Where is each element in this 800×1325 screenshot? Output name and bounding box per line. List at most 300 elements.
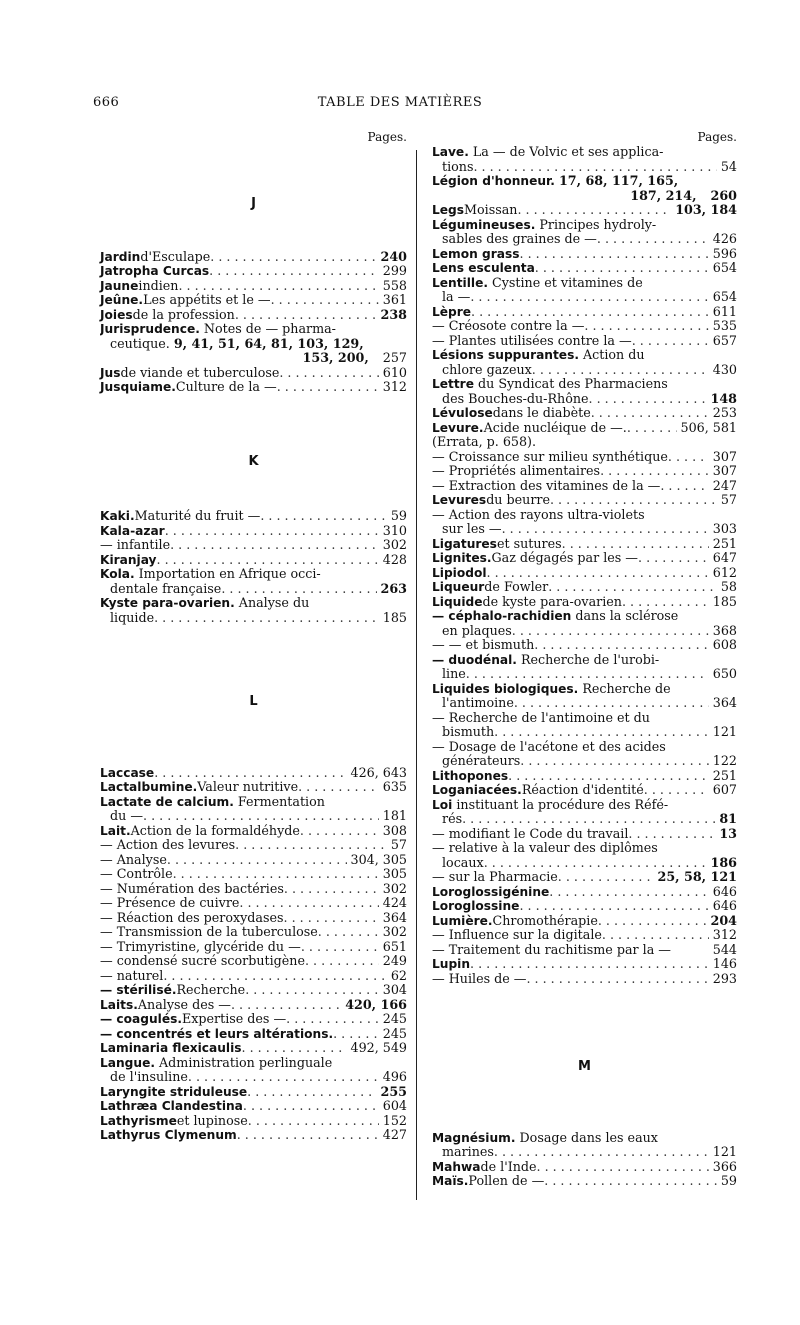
entry-text: Culture de la — <box>175 379 277 394</box>
entry-keyword: — Analyse <box>100 851 167 867</box>
entry-page: 204 <box>710 912 737 928</box>
leader-dots <box>644 783 709 798</box>
leader-dots <box>548 580 717 595</box>
index-entry <box>432 261 737 276</box>
entry-line <box>432 406 737 421</box>
entry-keyword: Jusquiame. <box>100 380 176 394</box>
leader-dots <box>188 1070 379 1085</box>
entry-text: Recherche de l'urobi- <box>516 652 660 667</box>
entry-keyword: — modifiant le Code du travail <box>432 825 629 841</box>
leader-dots <box>286 1012 379 1027</box>
entry-keyword: Jeûne. <box>100 293 144 307</box>
leader-dots <box>512 624 709 639</box>
entry-continuation-text: des Bouches-du-Rhône <box>442 390 589 406</box>
entry-keyword: Lipiodol <box>432 565 487 580</box>
index-entry <box>100 925 407 940</box>
index-entry <box>432 740 737 769</box>
entry-continuation-text: la — <box>442 289 471 304</box>
entry-keyword: — Recherche de l'antimoine et du <box>432 710 650 725</box>
entry-continuation-text: ceutique. <box>110 336 174 351</box>
entry-line <box>100 867 407 882</box>
index-entry <box>100 366 407 381</box>
entry-page: 506, 581 <box>680 419 737 435</box>
entry-line <box>100 795 407 810</box>
entry-line <box>100 1027 407 1042</box>
leader-dots <box>602 928 709 943</box>
entry-line <box>100 279 407 294</box>
entry-continuation <box>432 189 737 204</box>
entry-page: 635 <box>382 779 407 794</box>
leader-dots <box>502 522 709 537</box>
index-entry <box>432 319 737 334</box>
leader-dots <box>519 899 708 914</box>
entry-keyword: Lithopones <box>432 768 509 783</box>
entry-page: 245 <box>382 1025 407 1041</box>
section-letter-K: K <box>248 453 259 469</box>
entry-continuation <box>432 232 737 247</box>
entry-text: et lupinose <box>176 1112 248 1128</box>
entry-continuation-text: marines <box>442 1144 494 1159</box>
index-entry <box>100 524 407 539</box>
entry-line <box>432 247 737 262</box>
leader-dots <box>237 1128 379 1143</box>
leader-dots <box>514 696 709 711</box>
entry-keyword: Lupin <box>432 957 471 971</box>
entry-page: 303 <box>712 521 737 536</box>
entry-text: Recherche de <box>578 681 671 696</box>
entry-continuation <box>432 624 737 639</box>
index-entry <box>432 899 737 914</box>
leader-dots <box>243 1099 379 1114</box>
entry-keyword: — Trimyristine, glycéride du — <box>100 938 301 954</box>
entry-line <box>100 264 407 279</box>
index-entry <box>432 914 737 929</box>
leader-dots <box>520 247 709 262</box>
entry-page: 121 <box>712 724 737 739</box>
entry-text: de Fowler <box>484 579 549 594</box>
entry-line <box>432 276 737 291</box>
index-entry <box>100 780 407 795</box>
entry-keyword: — Transmission de la tuberculose <box>100 924 318 939</box>
entry-line <box>432 551 737 566</box>
leader-dots <box>591 406 709 421</box>
leader-dots <box>487 566 709 581</box>
leader-dots <box>562 537 709 552</box>
entry-continuation <box>100 809 407 824</box>
entry-line <box>100 766 407 781</box>
leader-dots <box>473 160 716 175</box>
entry-page: 657 <box>712 332 737 348</box>
entry-line <box>432 609 737 624</box>
entry-page: 302 <box>382 880 407 896</box>
entry-page: 299 <box>382 263 407 278</box>
entry-keyword: Laryngite striduleuse <box>100 1084 248 1099</box>
entry-page: 611 <box>712 303 737 319</box>
leader-dots <box>284 911 379 926</box>
entry-continuation <box>432 725 737 740</box>
entry-page: 646 <box>712 883 737 899</box>
leader-dots <box>526 972 708 987</box>
entry-text: du Syndicat des Pharmaciens <box>473 377 668 391</box>
entry-text: Gaz dégagés par les — <box>491 550 638 565</box>
entry-continuation-text: de l'insuline <box>110 1069 188 1084</box>
entry-continuation <box>100 351 407 366</box>
leader-dots <box>508 769 709 784</box>
index-entry <box>100 911 407 926</box>
entry-page: 251 <box>712 767 737 783</box>
entry-page: 185 <box>382 609 407 625</box>
entry-page: 368 <box>712 622 737 638</box>
entry-keyword: Kyste para-ovarien. <box>100 596 235 610</box>
leader-dots <box>247 1085 376 1100</box>
entry-continuation <box>100 337 407 352</box>
entry-keyword: Lignites. <box>432 551 492 565</box>
leader-dots <box>494 1145 709 1160</box>
entry-page: 364 <box>712 695 737 710</box>
entry-page: 293 <box>712 970 737 986</box>
leader-dots <box>170 538 379 553</box>
index-entry <box>100 1012 407 1027</box>
column-divider <box>416 150 417 1200</box>
entry-continuation-text: tions <box>442 158 474 174</box>
entry-continuation <box>432 1145 737 1160</box>
index-entry <box>100 838 407 853</box>
index-entry <box>432 1174 737 1189</box>
entry-page: 535 <box>712 318 737 333</box>
leader-dots <box>154 766 346 781</box>
entry-keyword: Lens esculenta <box>432 261 535 275</box>
index-entry <box>432 247 737 262</box>
leader-dots <box>632 334 709 349</box>
entry-page: 251 <box>712 535 737 551</box>
index-entry <box>432 450 737 465</box>
entry-page: 260 <box>710 187 737 203</box>
index-entry <box>100 940 407 955</box>
entry-line <box>432 334 737 349</box>
entry-continuation-text: en plaques <box>442 622 512 638</box>
entry-line <box>432 798 737 813</box>
entry-keyword: — Propriétés alimentaires <box>432 463 601 478</box>
entry-keyword: Levure. <box>432 420 484 435</box>
entry-page: 13 <box>719 825 737 841</box>
entry-line <box>100 969 407 984</box>
page-number: 666 <box>93 95 120 110</box>
entry-page: 146 <box>712 956 737 971</box>
entry-continuation <box>100 582 407 597</box>
leader-dots <box>305 954 379 969</box>
index-entry <box>100 1114 407 1129</box>
entry-continuation <box>100 1070 407 1085</box>
entry-text: indien <box>138 277 179 293</box>
entry-page: 651 <box>382 938 407 954</box>
index-entry <box>432 841 737 870</box>
entry-page: 302 <box>382 537 407 552</box>
entry-page-list: 187, 214, <box>630 187 697 203</box>
leader-dots <box>471 305 709 320</box>
entry-page: 57 <box>390 837 407 852</box>
entry-page: 646 <box>712 898 737 913</box>
leader-dots <box>301 940 379 955</box>
entry-page: 304, 305 <box>350 851 407 867</box>
index-entry <box>100 380 407 395</box>
leader-dots <box>318 925 379 940</box>
index-entry <box>432 377 737 406</box>
entry-line <box>100 250 407 265</box>
entry-keyword: Laits. <box>100 997 138 1012</box>
entry-page: 610 <box>382 364 407 380</box>
leader-dots <box>520 754 708 769</box>
entry-page: 25, 58, 121 <box>657 869 737 884</box>
entry-line <box>432 653 737 668</box>
entry-page: 420, 166 <box>345 996 407 1012</box>
entry-page: 307 <box>712 463 737 478</box>
entry-text: Chromothérapie <box>492 912 598 928</box>
entry-line <box>100 308 407 323</box>
entry-line <box>100 1012 407 1027</box>
entry-keyword: — stérilisé. <box>100 983 177 997</box>
entry-keyword: — Plantes utilisées contre la — <box>432 332 632 348</box>
entry-keyword: Kala-azar <box>100 523 165 538</box>
leader-dots <box>589 392 707 407</box>
entry-line <box>100 567 407 582</box>
entry-keyword: Loroglossine <box>432 899 520 913</box>
leader-dots <box>584 319 708 334</box>
leader-dots <box>627 421 677 436</box>
entry-page: 257 <box>382 350 407 365</box>
entry-keyword: Liquides biologiques. <box>432 681 579 696</box>
entry-page: 247 <box>712 477 737 493</box>
entry-keyword: — concentrés et leurs altérations. <box>100 1026 334 1041</box>
entry-line <box>100 896 407 911</box>
entry-page: 312 <box>382 379 407 394</box>
entry-keyword: — Créosote contre la — <box>432 318 585 333</box>
leader-dots <box>534 638 709 653</box>
entry-page: 304 <box>382 982 407 997</box>
entry-keyword: — Numération des bactéries <box>100 880 284 896</box>
entry-line <box>100 1056 407 1071</box>
entry-continuation <box>432 290 737 305</box>
entry-keyword: Lentille. <box>432 275 488 290</box>
entry-keyword: — Contrôle <box>100 866 173 881</box>
entry-keyword: Loganiacées. <box>432 783 522 797</box>
leader-dots <box>210 250 376 265</box>
leader-dots <box>239 896 378 911</box>
leader-dots <box>157 553 379 568</box>
entry-continuation-text: locaux <box>442 854 484 870</box>
entry-line <box>432 914 737 929</box>
leader-dots <box>260 509 387 524</box>
leader-dots <box>298 780 379 795</box>
entry-line <box>100 293 407 308</box>
entry-line <box>432 943 737 958</box>
entry-continuation-text: sables des graines de — <box>442 231 597 246</box>
index-entry <box>432 174 737 203</box>
entry-continuation-text: chlore gazeux <box>442 361 532 377</box>
entry-page: 54 <box>720 158 737 174</box>
leader-dots <box>235 308 377 323</box>
entry-keyword: Jus <box>100 365 121 380</box>
entry-text: de l'Inde <box>480 1158 537 1174</box>
leader-dots <box>245 983 379 998</box>
entry-page: 558 <box>382 277 407 293</box>
entry-continuation-text: générateurs <box>442 753 521 768</box>
index-entry <box>432 957 737 972</box>
leader-dots <box>544 1174 717 1189</box>
entry-line <box>432 638 737 653</box>
entry-keyword: — Traitement du rachitisme par la — <box>432 941 671 957</box>
index-entry <box>100 1085 407 1100</box>
entry-page: 596 <box>712 245 737 261</box>
entry-page: 59 <box>390 508 407 523</box>
entry-keyword: Légumineuses. <box>432 217 536 232</box>
entry-page-list: 17, 68, 117, 165, <box>558 174 679 188</box>
leader-dots <box>167 853 347 868</box>
entry-keyword: — céphalo-rachidien <box>432 609 572 623</box>
entry-line <box>432 508 737 523</box>
entry-keyword: Mahwa <box>432 1159 481 1174</box>
entry-line <box>432 711 737 726</box>
leader-dots <box>470 290 708 305</box>
entry-continuation-text: dentale française <box>110 580 222 596</box>
entry-line <box>432 769 737 784</box>
leader-dots <box>549 885 709 900</box>
entry-keyword: Lumière. <box>432 913 493 928</box>
entry-line <box>100 882 407 897</box>
leader-dots <box>300 824 379 839</box>
entry-page: 249 <box>382 953 407 968</box>
entry-keyword: Liquide <box>432 594 483 609</box>
entry-line <box>432 1174 737 1189</box>
leader-dots <box>143 809 379 824</box>
entry-keyword: Lésions suppurantes. <box>432 348 579 362</box>
entry-page: 121 <box>712 1144 737 1159</box>
entry-keyword: Kiranjay <box>100 552 157 567</box>
entry-keyword: Loroglossigénine <box>432 884 550 899</box>
entry-line <box>432 841 737 856</box>
entry-line <box>432 957 737 972</box>
index-entry <box>432 464 737 479</box>
entry-page: 650 <box>712 666 737 681</box>
entry-page: 152 <box>382 1112 407 1128</box>
leader-dots <box>668 450 709 465</box>
page-title: TABLE DES MATIÈRES <box>317 95 483 110</box>
entry-keyword: Lactalbumine. <box>100 780 198 794</box>
entry-keyword: — Huiles de — <box>432 970 527 986</box>
entry-keyword: — condensé sucré scorbutigène <box>100 953 305 968</box>
entry-continuation <box>432 522 737 537</box>
index-entry <box>100 983 407 998</box>
entry-page: 103, 184 <box>675 202 737 217</box>
entry-keyword: Legs <box>432 203 465 217</box>
entry-continuation-text: rés <box>442 811 463 826</box>
entry-page: 654 <box>712 260 737 275</box>
entry-line <box>432 580 737 595</box>
index-entry <box>100 322 407 366</box>
entry-keyword: Kaki. <box>100 509 135 523</box>
entry-text: Cystine et vitamines de <box>487 275 643 290</box>
entry-text: dans le diabète <box>492 405 591 420</box>
index-entry <box>432 566 737 581</box>
entry-line <box>432 218 737 233</box>
entry-keyword: Loi <box>432 797 453 812</box>
entry-keyword: — Extraction des vitamines de la — <box>432 477 661 493</box>
entry-text: de viande et tuberculose <box>120 364 280 380</box>
index-entry <box>100 1128 407 1143</box>
entry-line <box>100 1114 407 1129</box>
page-header <box>0 95 800 115</box>
entry-keyword: — — et bismuth <box>432 637 535 652</box>
index-entry <box>432 580 737 595</box>
leader-dots <box>333 1027 379 1042</box>
entry-line <box>432 435 737 450</box>
entry-text: de la profession <box>132 306 235 322</box>
leader-dots <box>537 1160 709 1175</box>
index-entry <box>432 537 737 552</box>
entry-text: Dosage dans les eaux <box>515 1130 658 1145</box>
entry-line <box>432 305 737 320</box>
entry-keyword: Lathyrus Clymenum <box>100 1128 237 1142</box>
entry-keyword: — Action des levures <box>100 837 236 852</box>
entry-page: 430 <box>712 361 737 377</box>
entry-line <box>100 838 407 853</box>
entry-keyword: Lactate de calcium. <box>100 794 234 809</box>
entry-page: 81 <box>719 811 737 826</box>
entry-page-list: 153, 200, <box>302 350 369 365</box>
entry-line <box>100 366 407 381</box>
entry-page: 238 <box>380 306 407 322</box>
entry-keyword: Langue. <box>100 1055 155 1070</box>
entry-line <box>100 509 407 524</box>
entry-line <box>432 421 737 436</box>
entry-line <box>100 322 407 337</box>
entry-text: d'Esculape <box>140 248 211 264</box>
index-entry <box>432 870 737 885</box>
entry-text: La — de Volvic et ses applica- <box>468 145 664 159</box>
leader-dots <box>279 366 378 381</box>
entry-page: 607 <box>712 782 737 797</box>
entry-page: 263 <box>380 580 407 596</box>
leader-dots <box>277 380 379 395</box>
entry-keyword: — Influence sur la digitale <box>432 927 602 942</box>
index-entry <box>432 827 737 842</box>
entry-continuation-text: line <box>442 666 466 681</box>
leader-dots <box>638 551 709 566</box>
entry-line <box>100 553 407 568</box>
entry-keyword: — Réaction des peroxydases <box>100 909 284 925</box>
index-entry <box>432 943 737 958</box>
leader-dots <box>209 264 379 279</box>
index-entry <box>432 218 737 247</box>
entry-keyword: — naturel <box>100 967 164 983</box>
entry-page: 122 <box>712 753 737 768</box>
entry-line <box>100 954 407 969</box>
leader-dots <box>165 524 379 539</box>
entry-keyword: Ligatures <box>432 536 497 551</box>
entry-keyword: Lait. <box>100 823 131 838</box>
index-entry <box>100 896 407 911</box>
leader-dots <box>628 827 715 842</box>
entry-line <box>432 827 737 842</box>
entry-line <box>432 899 737 914</box>
index-entry <box>100 998 407 1013</box>
entry-keyword: Lathræa Clandestina <box>100 1099 243 1113</box>
entry-page: 496 <box>382 1069 407 1084</box>
index-entry <box>432 783 737 798</box>
entry-page: 253 <box>712 405 737 420</box>
index-entry <box>432 493 737 508</box>
index-entry <box>100 1099 407 1114</box>
entry-text: Valeur nutritive <box>197 779 299 794</box>
